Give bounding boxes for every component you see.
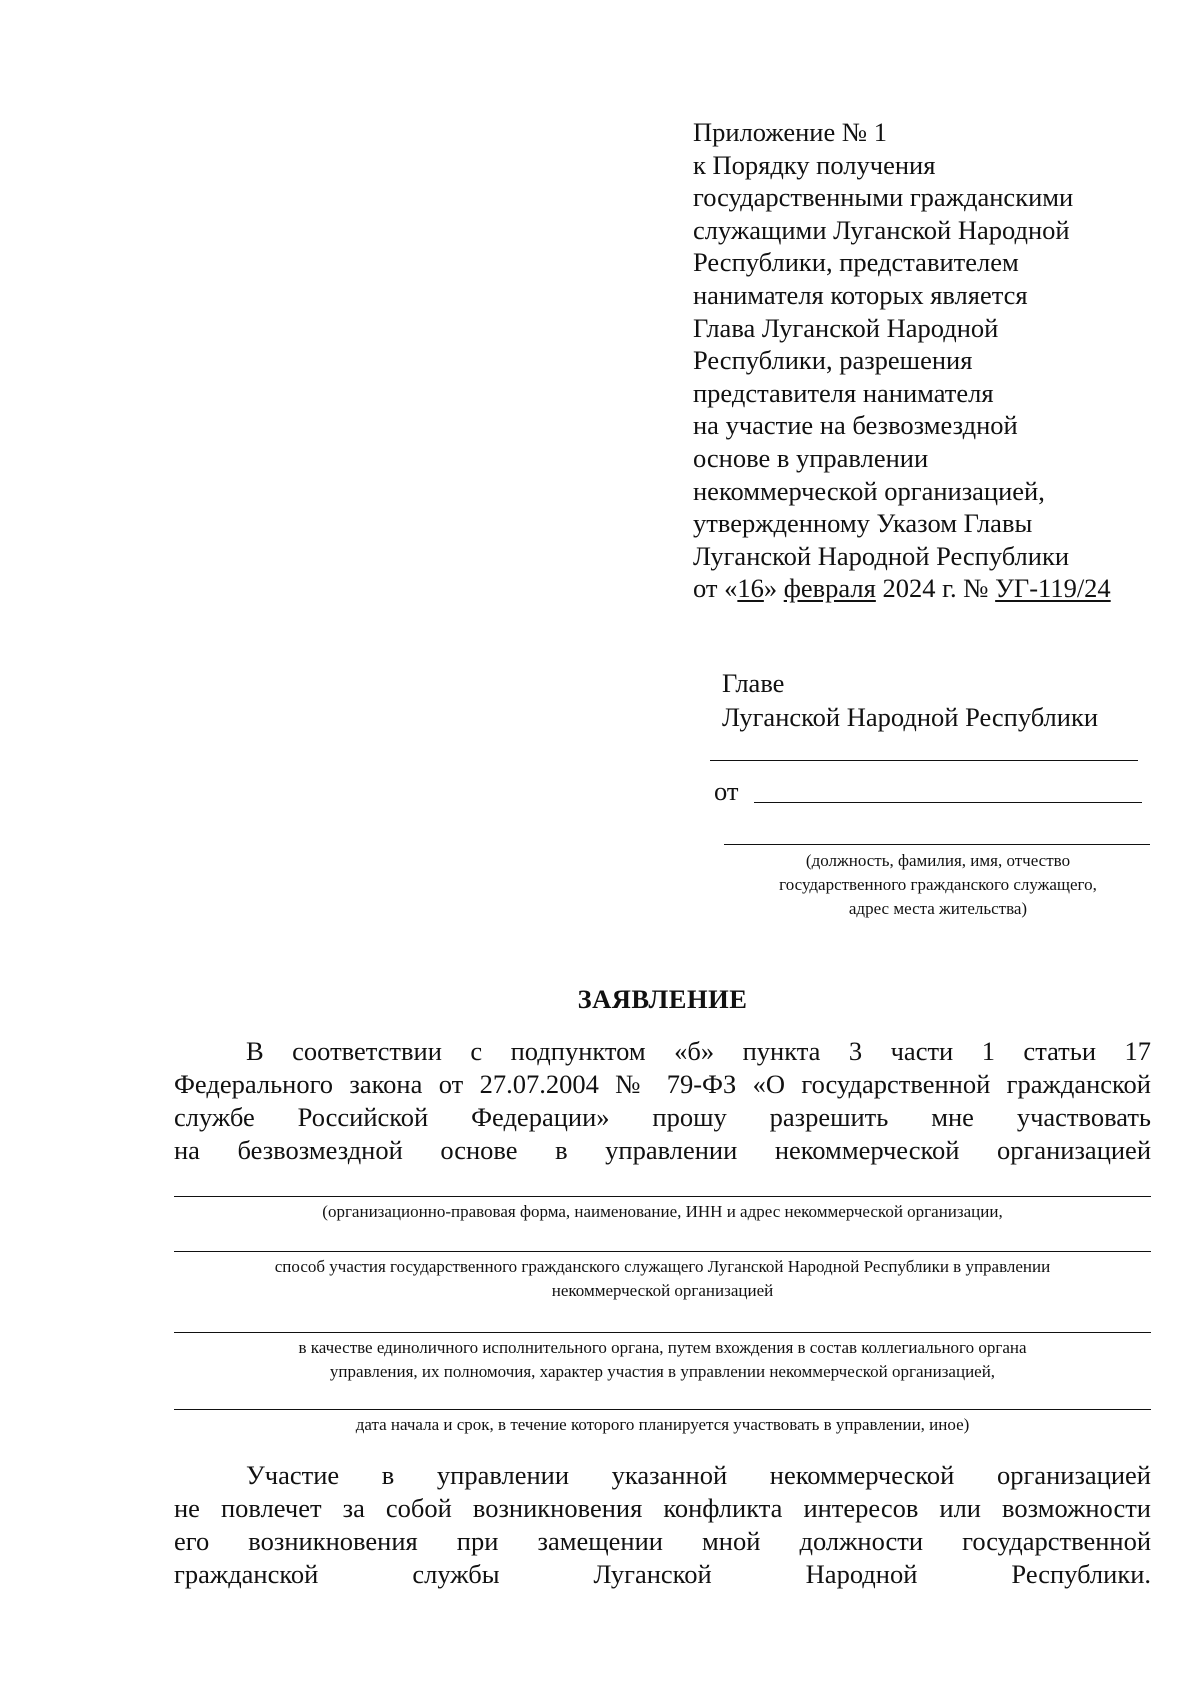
participation-caption: [174, 1255, 1151, 1303]
addressee-line-2: Луганской Народной Республики: [722, 702, 1099, 732]
appendix-line: некоммерческой организацией,: [693, 475, 1045, 506]
appendix-line: нанимателя которых является: [693, 279, 1028, 310]
paragraph-line: его возникновения при замещении мной должности государственной: [174, 1526, 1151, 1556]
blank-line: [174, 1332, 1151, 1333]
paragraph-line: службе Российской Федерации» прошу разрешить мне участвовать: [174, 1102, 1151, 1132]
blank-line: [754, 802, 1142, 803]
date-month: февраля: [783, 573, 876, 604]
appendix-line: Республики, представителем: [693, 247, 1019, 278]
caption-line: способ участия государственного гражданского служащего Луганской Народной Республики в управлении: [274, 1257, 1051, 1276]
appendix-line: представителя нанимателя: [693, 377, 994, 408]
appendix-line: Глава Луганской Народной: [693, 312, 999, 343]
caption-line: дата начала и срок, в течение которого планируется участвовать в управлении, иное): [355, 1415, 970, 1434]
appendix-line: Приложение № 1: [693, 117, 888, 147]
from-label: от: [714, 776, 739, 806]
appendix-line: Республики, разрешения: [693, 345, 973, 376]
appendix-line: служащими Луганской Народной: [693, 214, 1070, 245]
applicant-caption: [722, 849, 1154, 921]
paragraph-line: на безвозмездной основе в управлении некоммерческой организацией: [174, 1135, 1151, 1165]
appendix-line: государственными гражданскими: [693, 182, 1074, 213]
document-title: ЗАЯВЛЕНИЕ: [577, 984, 748, 1014]
appendix-line: Луганской Народной Республики: [693, 540, 1070, 571]
caption-line: адрес места жительства): [848, 899, 1028, 918]
caption-line: государственного гражданского служащего,: [779, 875, 1097, 894]
paragraph-line: гражданской службы Луганской Народной Республики.: [174, 1559, 1151, 1589]
caption-line: некоммерческой организацией: [551, 1281, 774, 1300]
caption-line: (должность, фамилия, имя, отчество: [805, 851, 1071, 870]
paragraph-line: не повлечет за собой возникновения конфликта интересов или возможности: [174, 1493, 1151, 1523]
paragraph-line: Участие в управлении указанной некоммерческой организацией: [246, 1460, 1151, 1490]
period-caption: [174, 1413, 1151, 1437]
date-mid2: 2024 г. №: [875, 573, 996, 604]
date-prefix: от «: [693, 573, 738, 604]
date-mid1: »: [763, 573, 784, 604]
blank-line: [724, 844, 1150, 845]
blank-line: [174, 1196, 1151, 1197]
appendix-date-line: [693, 572, 1173, 605]
blank-line: [174, 1409, 1151, 1410]
appendix-header: [693, 116, 1173, 605]
date-day: 16: [737, 573, 764, 604]
paragraph-line: Федерального закона от 27.07.2004 № 79-ФЗ «О государственной гражданской: [174, 1069, 1151, 1099]
addressee-block: [722, 666, 1098, 734]
appendix-line: утвержденному Указом Главы: [693, 508, 1033, 539]
blank-line: [174, 1251, 1151, 1252]
organization-caption: [174, 1200, 1151, 1224]
appendix-line: на участие на безвозмездной: [693, 410, 1018, 441]
caption-line: в качестве единоличного исполнительного органа, путем вхождения в состав коллегиального органа: [298, 1338, 1027, 1357]
addressee-line-1: Главе: [722, 668, 785, 698]
paragraph-line: В соответствии с подпунктом «б» пункта 3 части 1 статьи 17: [246, 1036, 1151, 1066]
blank-line: [710, 760, 1138, 761]
caption-line: (организационно-правовая форма, наименование, ИНН и адрес некоммерческой организации,: [322, 1202, 1003, 1221]
role-caption: [174, 1336, 1151, 1384]
appendix-line: к Порядку получения: [693, 149, 936, 180]
decree-number: УГ-119/24: [995, 573, 1111, 604]
caption-line: управления, их полномочия, характер участия в управлении некоммерческой организацией,: [329, 1362, 996, 1381]
appendix-line: основе в управлении: [693, 442, 929, 473]
